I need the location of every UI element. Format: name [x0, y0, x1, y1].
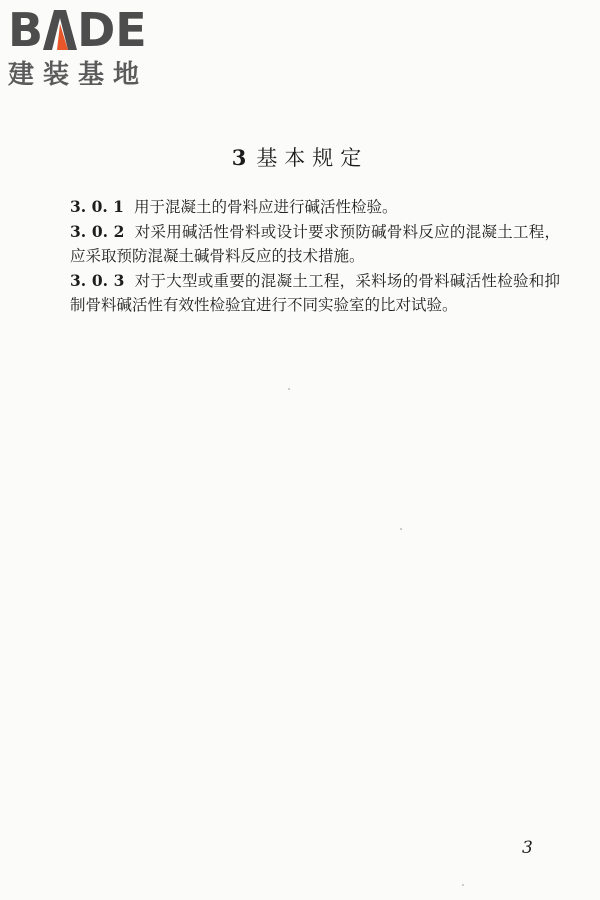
scan-speck: [400, 528, 402, 530]
clause-item: [70, 269, 560, 318]
clause-text: 对于大型或重要的混凝土工程，采料场的骨料碱活性检验和抑制骨料碱活性有效性检验宜进行不同实验室的比对试验。: [70, 271, 560, 314]
clause-number: 3. 0. 3: [70, 270, 125, 290]
bade-logo: [8, 3, 178, 96]
logo-wordmark: [8, 3, 178, 57]
chapter-heading: [0, 142, 600, 172]
chapter-title-text: 基本规定: [256, 146, 369, 171]
clause-text: 用于混凝土的骨料应进行碱活性检验。: [133, 198, 398, 216]
clause-item: [70, 220, 560, 269]
clause-number: 3. 0. 2: [70, 221, 125, 241]
scan-speck: [288, 388, 290, 390]
clause-text: 对采用碱活性骨料或设计要求预防碱骨料反应的混凝土工程，应采取预防混凝土碱骨料反应的技术措施。: [70, 222, 560, 265]
logo-letter-b: B: [8, 3, 44, 57]
clause-item: [70, 195, 560, 220]
logo-letters-de: DE: [77, 3, 147, 57]
scan-speck: [462, 884, 464, 886]
chapter-number: 3: [231, 145, 247, 171]
clause-number: 3. 0. 1: [70, 197, 124, 216]
page-number: 3: [522, 838, 533, 858]
logo-subtitle: 建装基地: [8, 60, 149, 90]
clause-list: [70, 195, 560, 318]
logo-letter-a-icon: [43, 10, 77, 50]
